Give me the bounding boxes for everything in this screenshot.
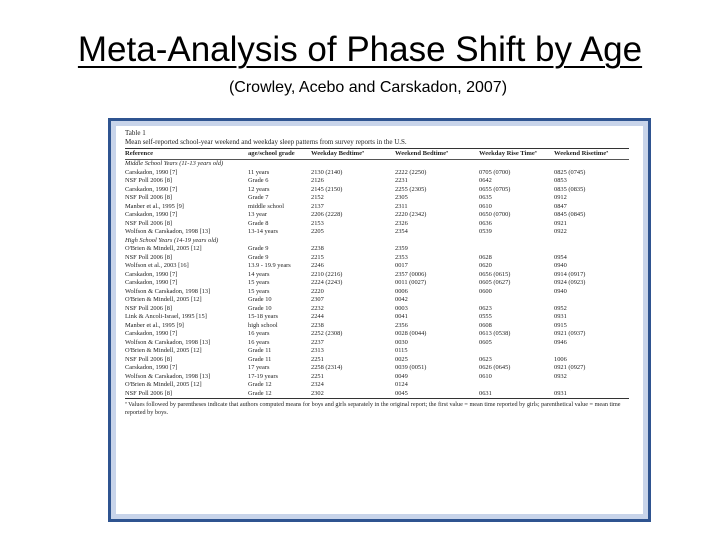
table-cell: 0623 xyxy=(479,355,492,363)
table-cell: 2206 (2228) xyxy=(311,211,343,218)
table-cell: Carskadon, 1990 [7] xyxy=(125,330,178,337)
header-reference: Reference xyxy=(125,150,154,157)
table-cell: 0847 xyxy=(554,202,567,210)
table-cell: 0636 xyxy=(479,219,492,227)
table-cell: 2231 xyxy=(395,177,408,184)
table-row xyxy=(125,322,639,331)
table-cell: 0011 (0027) xyxy=(395,279,427,286)
table-cell: 0915 xyxy=(554,321,567,329)
table-cell: Wolfson & Carskadon, 1998 [13] xyxy=(125,372,211,380)
table-cell: 2359 xyxy=(395,245,408,252)
table-cell: 2220 (2342) xyxy=(395,211,427,218)
table-cell: 0853 xyxy=(554,177,567,184)
table-cell: 12 years xyxy=(248,185,270,193)
table-cell: 2246 xyxy=(311,262,324,269)
table-cell: NSF Poll 2006 [8] xyxy=(125,253,173,261)
table-cell: 0932 xyxy=(554,372,567,380)
table-cell: 0635 xyxy=(479,194,492,201)
table-row xyxy=(125,347,639,356)
table-cell xyxy=(479,296,554,305)
table-row xyxy=(125,262,639,271)
table-body xyxy=(125,160,639,398)
table-cell: 2238 xyxy=(311,245,324,252)
section-title: High School Years (14-19 years old) xyxy=(125,236,219,244)
table-cell: 0921 (0927) xyxy=(554,364,586,371)
table-cell: Grade 12 xyxy=(248,389,272,397)
table-image-frame xyxy=(108,118,651,522)
table-cell: 0124 xyxy=(395,381,408,388)
table-row xyxy=(125,305,639,314)
table-cell: 2215 xyxy=(311,253,324,261)
table-cell: 2244 xyxy=(311,313,324,320)
table-cell: 2238 xyxy=(311,321,324,329)
table-cell: 15-18 years xyxy=(248,313,278,320)
table-cell: Carskadon, 1990 [7] xyxy=(125,270,178,278)
table-cell: 0003 xyxy=(395,304,408,312)
table-cell: 0705 (0700) xyxy=(479,168,511,176)
table-cell: 0650 (0700) xyxy=(479,211,511,218)
table-cell xyxy=(479,381,554,390)
table-cell: 0539 xyxy=(479,228,492,235)
table-cell: 0608 xyxy=(479,321,492,329)
table-cell: 15 years xyxy=(248,279,270,286)
header-weekday-bedtime: Weekday Bedtimeª xyxy=(311,150,365,157)
table-cell: 2255 (2305) xyxy=(395,185,427,193)
table-cell: 0835 (0835) xyxy=(554,185,586,193)
table-cell: 2130 (2140) xyxy=(311,168,343,176)
table-cell: 2126 xyxy=(311,177,324,184)
header-weekday-rise-time: Weekday Rise Timeª xyxy=(479,150,537,157)
table-cell: 2232 xyxy=(311,304,324,312)
table-cell: 0642 xyxy=(479,177,492,184)
table-cell: NSF Poll 2006 [8] xyxy=(125,177,173,184)
table-row xyxy=(125,339,639,348)
table-cell: 0656 (0615) xyxy=(479,270,511,278)
table-bottom-rule xyxy=(125,398,629,399)
table-cell: Grade 9 xyxy=(248,245,269,252)
table-cell: Grade 8 xyxy=(248,219,269,227)
table-cell: middle school xyxy=(248,202,285,210)
table-cell xyxy=(554,296,629,305)
table-cell: 0041 xyxy=(395,313,408,320)
table-cell: 0825 (0745) xyxy=(554,168,586,176)
table-cell: 2153 xyxy=(311,219,324,227)
table-cell: Wolfson & Carskadon, 1998 [13] xyxy=(125,228,211,235)
table-cell: 0628 xyxy=(479,253,492,261)
table-cell: 0600 xyxy=(479,287,492,295)
table-cell: Carskadon, 1990 [7] xyxy=(125,168,178,176)
table-cell: 2302 xyxy=(311,389,324,397)
table-cell xyxy=(554,381,629,390)
table-cell: 0006 xyxy=(395,287,408,295)
table-row xyxy=(125,296,639,305)
table-cell: 2224 (2243) xyxy=(311,279,343,286)
table-cell: 0655 (0705) xyxy=(479,185,511,193)
table-cell: 0030 xyxy=(395,338,408,346)
table-cell: 2222 (2250) xyxy=(395,168,427,176)
table-cell: 15 years xyxy=(248,287,270,295)
table-row xyxy=(125,186,639,195)
table-cell: 0845 (0845) xyxy=(554,211,586,218)
table-cell: 2237 xyxy=(311,338,324,346)
table-cell: O'Brien & Mindell, 2005 [12] xyxy=(125,381,202,388)
table-cell: 0620 xyxy=(479,262,492,269)
table-cell: Grade 10 xyxy=(248,304,272,312)
section-title: Middle School Years (11-13 years old) xyxy=(125,160,224,167)
table-cell: 0626 (0645) xyxy=(479,364,511,371)
table-cell: 0025 xyxy=(395,355,408,363)
table-cell: NSF Poll 2006 [8] xyxy=(125,389,173,397)
table-cell xyxy=(479,347,554,356)
table-cell: 0940 xyxy=(554,287,567,295)
table-cell xyxy=(554,347,629,356)
table-cell: 2152 xyxy=(311,194,324,201)
table-cell: 0912 xyxy=(554,194,567,201)
header-age-grade: age/school grade xyxy=(248,150,295,157)
table-cell: Wolfson & Carskadon, 1998 [13] xyxy=(125,338,211,346)
table-cell: 2354 xyxy=(395,228,408,235)
table-cell: 11 years xyxy=(248,168,270,176)
table-cell: 0039 (0051) xyxy=(395,364,427,371)
header-weekend-risetime: Weekend Risetimeª xyxy=(554,150,609,157)
table-cell: 2357 (0006) xyxy=(395,270,427,278)
table-cell: 16 years xyxy=(248,330,270,337)
table-cell: 2145 (2150) xyxy=(311,185,343,193)
table-cell: Grade 12 xyxy=(248,381,272,388)
table-cell: 0613 (0538) xyxy=(479,330,511,337)
table-row xyxy=(125,211,639,220)
table-row xyxy=(125,228,639,237)
table-row xyxy=(125,279,639,288)
table-cell: 0042 xyxy=(395,296,408,303)
table-cell: 0555 xyxy=(479,313,492,320)
table-cell: 2251 xyxy=(311,372,324,380)
table-caption: Mean self-reported school-year weekend and weekday sleep patterns from survey reports in the U.S. xyxy=(125,138,407,146)
slide-title: Meta-Analysis of Phase Shift by Age xyxy=(77,30,643,69)
table-footnote: ª Values followed by parentheses indicate that authors computed means for boys and girls separately in the original report; the first value = mean time reported by girls; parenthetical value = mean time reported by boys. xyxy=(125,401,621,416)
header-weekend-bedtime: Weekend Bedtimeª xyxy=(395,150,449,157)
table-cell: 13 year xyxy=(248,211,267,218)
table-cell: 2205 xyxy=(311,228,324,235)
table-cell: 13-14 years xyxy=(248,228,278,235)
table-cell: NSF Poll 2006 [8] xyxy=(125,355,173,363)
table-cell: 2353 xyxy=(395,253,408,261)
table-cell: NSF Poll 2006 [8] xyxy=(125,219,173,227)
table-cell: 1006 xyxy=(554,355,567,363)
table-cell: 0952 xyxy=(554,304,567,312)
table-cell: 0623 xyxy=(479,304,492,312)
table-cell: 0115 xyxy=(395,347,408,354)
table-row xyxy=(125,356,639,365)
table-cell: 0610 xyxy=(479,372,492,380)
table-cell: O'Brien & Mindell, 2005 [12] xyxy=(125,347,202,354)
table-cell: high school xyxy=(248,321,278,329)
table-cell: 14 years xyxy=(248,270,270,278)
table-row xyxy=(125,254,639,263)
table-cell: 0914 (0917) xyxy=(554,270,586,278)
table-cell: 17-19 years xyxy=(248,372,278,380)
table-cell: 2137 xyxy=(311,202,324,210)
table-cell: Carskadon, 1990 [7] xyxy=(125,185,178,193)
table-cell: 0931 xyxy=(554,389,567,397)
table-row xyxy=(125,364,639,373)
table-cell: Wolfson et al., 2003 [16] xyxy=(125,262,189,269)
table-cell: 2311 xyxy=(395,202,408,210)
table-cell xyxy=(479,245,554,254)
table-cell: Grade 9 xyxy=(248,253,269,261)
table-row xyxy=(125,330,639,339)
table-cell: 2251 xyxy=(311,355,324,363)
table-header-row xyxy=(125,149,639,159)
table-cell: 2220 xyxy=(311,287,324,295)
table-cell: Carskadon, 1990 [7] xyxy=(125,364,178,371)
table-label: Table 1 xyxy=(125,129,146,137)
table-cell: Carskadon, 1990 [7] xyxy=(125,279,178,286)
table-cell: 0028 (0044) xyxy=(395,330,427,337)
table-cell: 2305 xyxy=(395,194,408,201)
table-cell: 2252 (2308) xyxy=(311,330,343,337)
table-cell: 2210 (2216) xyxy=(311,270,343,278)
table-cell: Grade 11 xyxy=(248,347,272,354)
table-cell: 0631 xyxy=(479,389,492,397)
table-cell: 0940 xyxy=(554,262,567,269)
table-cell: 0946 xyxy=(554,338,567,346)
table-cell: 0045 xyxy=(395,389,408,397)
table-cell: O'Brien & Mindell, 2005 [12] xyxy=(125,245,202,252)
table-row xyxy=(125,271,639,280)
table-row xyxy=(125,390,639,399)
table-row xyxy=(125,194,639,203)
table-cell: 0605 xyxy=(479,338,492,346)
table-cell: 0922 xyxy=(554,228,567,235)
table-cell: 0924 (0923) xyxy=(554,279,586,286)
table-cell: Grade 6 xyxy=(248,177,269,184)
table-row xyxy=(125,313,639,322)
table-cell: 2356 xyxy=(395,321,408,329)
table-cell xyxy=(554,245,629,254)
table-cell: 0017 xyxy=(395,262,408,269)
table-cell: 0605 (0627) xyxy=(479,279,511,286)
table-cell: Manber et al., 1995 [9] xyxy=(125,202,184,210)
table-cell: 2313 xyxy=(311,347,324,354)
table-cell: Link & Ancoli-Israel, 1995 [15] xyxy=(125,313,207,320)
table-row xyxy=(125,169,639,178)
table-cell: Manber et al., 1995 [9] xyxy=(125,321,184,329)
table-cell: 0610 xyxy=(479,202,492,210)
table-cell: Carskadon, 1990 [7] xyxy=(125,211,178,218)
table-cell: Grade 7 xyxy=(248,194,269,201)
table-row xyxy=(125,373,639,382)
table-row xyxy=(125,203,639,212)
table-cell: NSF Poll 2006 [8] xyxy=(125,194,173,201)
table-cell: 2326 xyxy=(395,219,408,227)
table-document xyxy=(116,126,643,514)
table-cell: 0049 xyxy=(395,372,408,380)
table-cell: 17 years xyxy=(248,364,270,371)
table-cell: O'Brien & Mindell, 2005 [12] xyxy=(125,296,202,303)
table-row xyxy=(125,381,639,390)
table-cell: 0954 xyxy=(554,253,567,261)
table-cell: Grade 10 xyxy=(248,296,272,303)
table-row xyxy=(125,220,639,229)
table-cell: 13.9 - 19.9 years xyxy=(248,262,291,269)
table-cell: 0921 xyxy=(554,219,567,227)
table-row xyxy=(125,288,639,297)
table-cell: Grade 11 xyxy=(248,355,272,363)
slide-subtitle: (Crowley, Acebo and Carskadon, 2007) xyxy=(228,79,508,96)
table-cell: 2324 xyxy=(311,381,324,388)
table-row xyxy=(125,245,639,254)
table-image-mat xyxy=(111,121,648,519)
table-row xyxy=(125,177,639,186)
table-cell: NSF Poll 2006 [8] xyxy=(125,304,173,312)
table-cell: 2307 xyxy=(311,296,324,303)
table-cell: 0921 (0937) xyxy=(554,330,586,337)
table-cell: 16 years xyxy=(248,338,270,346)
table-cell: 0931 xyxy=(554,313,567,320)
table-cell: Wolfson & Carskadon, 1998 [13] xyxy=(125,287,211,295)
table-cell: 2258 (2314) xyxy=(311,364,343,371)
